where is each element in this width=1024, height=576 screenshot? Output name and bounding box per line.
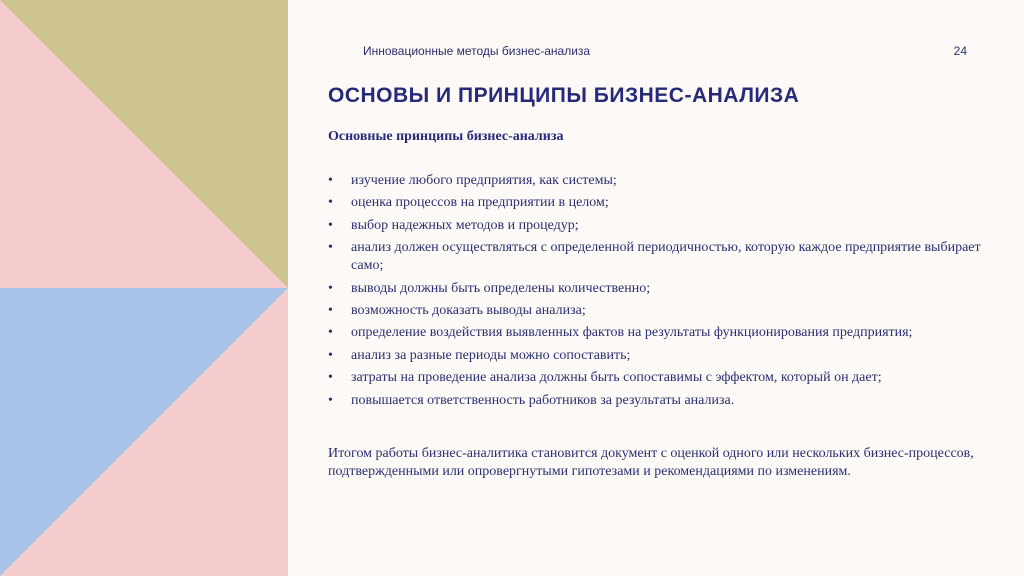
bullet-marker: • [328,173,333,188]
list-item [328,172,1008,190]
list-item [328,369,1008,387]
list-item [328,347,1008,365]
list-item-text: возможность доказать выводы анализа; [351,302,586,318]
list-item [328,239,1008,275]
bullet-marker: • [328,217,333,233]
bullet-marker: • [328,195,333,211]
bullet-marker: • [328,280,333,296]
bullet-marker: • [328,347,333,363]
slide-title: ОСНОВЫ И ПРИНЦИПЫ БИЗНЕС-АНАЛИЗА [328,84,800,107]
list-item [328,392,1008,410]
slide-content [288,0,1024,576]
list-item-text: анализ за разные периоды можно сопоставить; [351,347,631,363]
principles-list [328,172,1008,414]
list-item-text: анализ должен осуществляться с определенной периодичностью, которую каждое предприятие выбирает само; [351,240,981,274]
list-item-text: повышается ответственность работников за результаты анализа. [351,392,735,408]
header-subject: Инновационные методы бизнес-анализа [363,44,591,58]
list-item [328,194,1008,212]
list-item-text: выбор надежных методов и процедур; [351,217,579,233]
list-item-text: затраты на проведение анализа должны быть сопоставимы с эффектом, который он дает; [351,370,882,386]
list-item [328,280,1008,298]
list-item [328,302,1008,320]
decorative-background-shapes [0,0,288,576]
subheading: Основные принципы бизнес-анализа [328,129,564,144]
bullet-marker: • [328,325,333,341]
list-item-text: оценка процессов на предприятии в целом; [351,195,609,211]
bullet-marker: • [328,392,333,408]
summary-paragraph: Итогом работы бизнес-аналитика становится документ с оценкой одного или нескольких бизнес-процессов, подтвержденными или опровергнутыми гипотезами и рекомендациями по изменениям. [328,446,974,479]
bullet-marker: • [328,240,333,256]
list-item-text: определение воздействия выявленных фактов на результаты функционирования предприятия; [351,325,913,341]
bullet-marker: • [328,370,333,386]
bullet-marker: • [328,302,333,318]
list-item [328,324,1008,342]
page-number: 24 [953,44,967,58]
list-item-text: выводы должны быть определены количественно; [351,280,651,296]
list-item [328,217,1008,235]
list-item-text: изучение любого предприятия, как системы; [351,173,617,188]
